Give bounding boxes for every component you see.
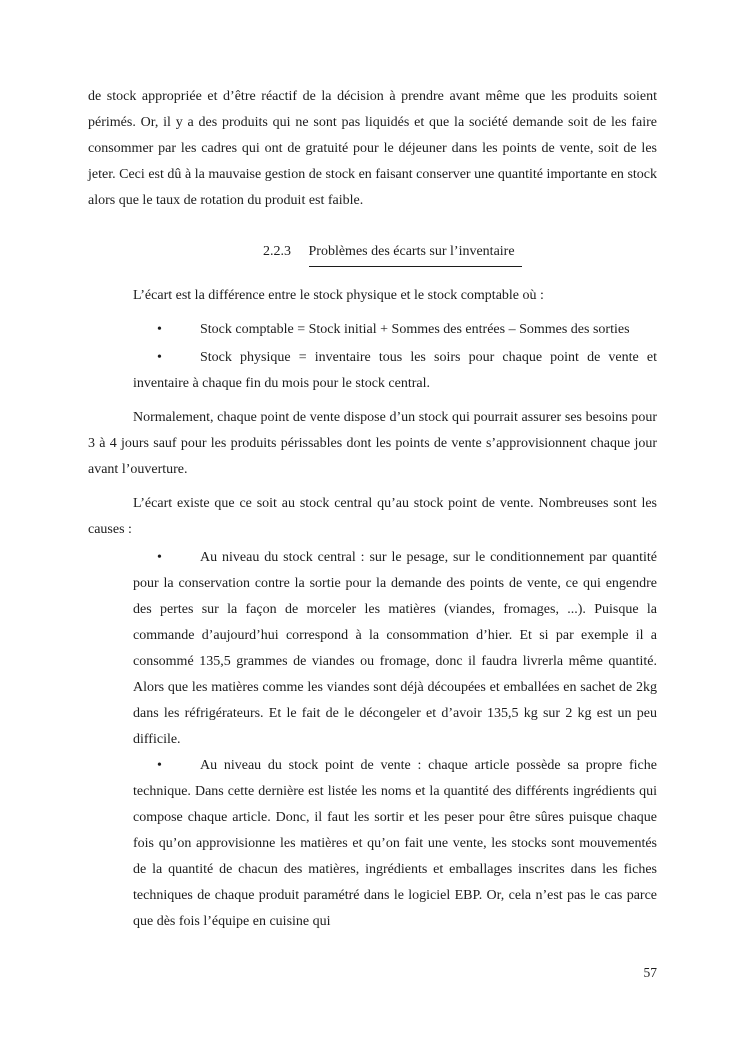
paragraph-ecart-existe: L’écart existe que ce soit au stock central qu’au stock point de vente. Nombreuses sont les causes : (88, 496, 657, 537)
list-item-stock-point-de-vente (133, 753, 657, 935)
section-heading (263, 239, 657, 267)
list-item-stock-comptable (133, 317, 657, 343)
section-heading-title: Problèmes des écarts sur l’inventaire (309, 239, 522, 267)
list-item-text: Au niveau du stock central : sur le pesage, sur le conditionnement par quantité pour la conservation contre la sortie pour la demande des points de vente, ce qui engendre des pertes sur la façon de morceler les matières (viandes, fromages, ...). Puisque la commande d’aujourd’hui correspond à la consommation d’hier. Et si par exemple il a consommé 135,5 grammes de viandes ou fromage, donc il faudra livrerla même quantité. Alors que les matières comme les viandes sont déjà découpées et emballées en sachet de 2kg dans les réfrigérateurs. Et le fait de le décongeler et d’avoir 135,5 kg sur 2 kg est un peu difficile. (133, 550, 657, 747)
bullet-icon: • (157, 350, 162, 365)
bullet-icon: • (157, 550, 162, 565)
bullet-icon: • (157, 758, 162, 773)
page-number: 57 (643, 965, 657, 980)
list-item-stock-central (133, 545, 657, 753)
list-item-text: Stock comptable = Stock initial + Sommes des entrées – Sommes des sorties (200, 322, 630, 337)
section-heading-number: 2.2.3 (263, 244, 291, 259)
list-item-text: Au niveau du stock point de vente : chaque article possède sa propre fiche technique. Dans cette dernière est listée les noms et la quantité des différents ingrédients qui compose chaque article. Donc, il faut les sortir et les peser pour être sûres puisque chaque fois qu’on approvisionne les matières et qu’on fait une vente, les stocks sont mouvementés de la quantité de chacun des matières, ingrédients et emballages inscrites dans les fiches techniques de chaque produit paramétré dans le logiciel EBP. Or, cela n’est pas le cas parce que dès fois l’équipe en cuisine qui (133, 758, 657, 929)
list-item-stock-physique (133, 345, 657, 397)
paragraph-ecart-definition: L’écart est la différence entre le stock physique et le stock comptable où : (133, 288, 544, 303)
paragraph-normalement: Normalement, chaque point de vente dispose d’un stock qui pourrait assurer ses besoins pour 3 à 4 jours sauf pour les produits périssables dont les points de vente s’approvisionnent chaque jour avant l’ouverture. (88, 410, 657, 477)
bullet-icon: • (157, 322, 162, 337)
list-item-text: Stock physique = inventaire tous les soirs pour chaque point de vente et inventaire à chaque fin du mois pour le stock central. (133, 350, 657, 391)
page-content (88, 84, 657, 935)
paragraph-stock-gestion: de stock appropriée et d’être réactif de la décision à prendre avant même que les produits soient périmés. Or, il y a des produits qui ne sont pas liquidés et que la société demande soit de les faire consommer par les cadres qui ont de gratuité pour le déjeuner dans les points de vente, soit de les jeter. Ceci est dû à la mauvaise gestion de stock en faisant conserver une quantité importante en stock alors que le taux de rotation du produit est faible. (88, 89, 657, 208)
